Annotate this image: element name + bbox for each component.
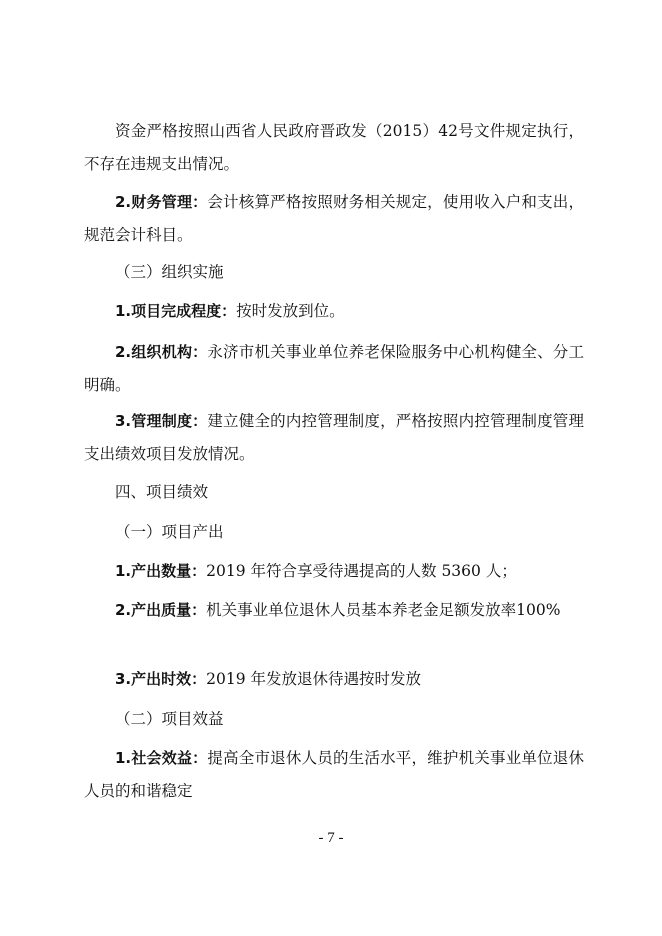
paragraph-heading: 3.产出时效： [115,670,207,688]
paragraph-fund-compliance [84,115,584,181]
paragraph-text: （三）组织实施 [115,263,224,281]
paragraph-heading: 1.产出数量： [115,562,207,580]
paragraph-text: 2019 年发放退休待遇按时发放 [206,670,422,688]
paragraph-heading: 1.项目完成程度： [115,302,237,320]
paragraph-heading: 2.组织机构： [115,343,208,361]
paragraph-output-timeliness [84,663,584,696]
paragraph-organization [84,336,584,402]
section-heading-performance [84,476,584,509]
paragraph-completion [84,295,584,328]
section-heading-benefit [84,703,584,736]
paragraph-text: （二）项目效益 [115,710,224,728]
paragraph-text: 会计核算严格按照财务相关规定，使用收入户和支出，规范会计科目。 [84,193,584,244]
paragraph-heading: 2.财务管理： [115,193,208,211]
paragraph-heading: 2.产出质量： [115,601,207,619]
paragraph-text: 资金严格按照山西省人民政府晋政发（2015）42号文件规定执行，不存在违规支出情况。 [84,122,584,173]
paragraph-output-quantity [84,555,584,588]
paragraph-text: 2019 年符合享受待遇提高的人数 5360 人； [206,562,517,580]
paragraph-financial-management [84,186,584,252]
paragraph-heading: 1.社会效益： [115,749,208,767]
section-heading-output [84,516,584,549]
paragraph-text: 四、项目绩效 [115,483,209,501]
section-heading-organization [84,256,584,289]
paragraph-text: 永济市机关事业单位养老保险服务中心机构健全、分工明确。 [84,343,584,394]
paragraph-text: （一）项目产出 [115,523,224,541]
paragraph-output-quality [84,594,584,627]
paragraph-management-system [84,405,584,471]
paragraph-text: 建立健全的内控管理制度，严格按照内控管理制度管理支出绩效项目发放情况。 [84,412,584,463]
paragraph-text: 机关事业单位退休人员基本养老金足额发放率100% [206,601,561,619]
paragraph-text: 按时发放到位。 [236,302,345,320]
paragraph-text: 提高全市退休人员的生活水平，维护机关事业单位退休人员的和谐稳定 [84,749,584,800]
paragraph-heading: 3.管理制度： [115,412,208,430]
paragraph-social-benefit [84,742,584,808]
page-number: - 7 - [318,830,344,846]
